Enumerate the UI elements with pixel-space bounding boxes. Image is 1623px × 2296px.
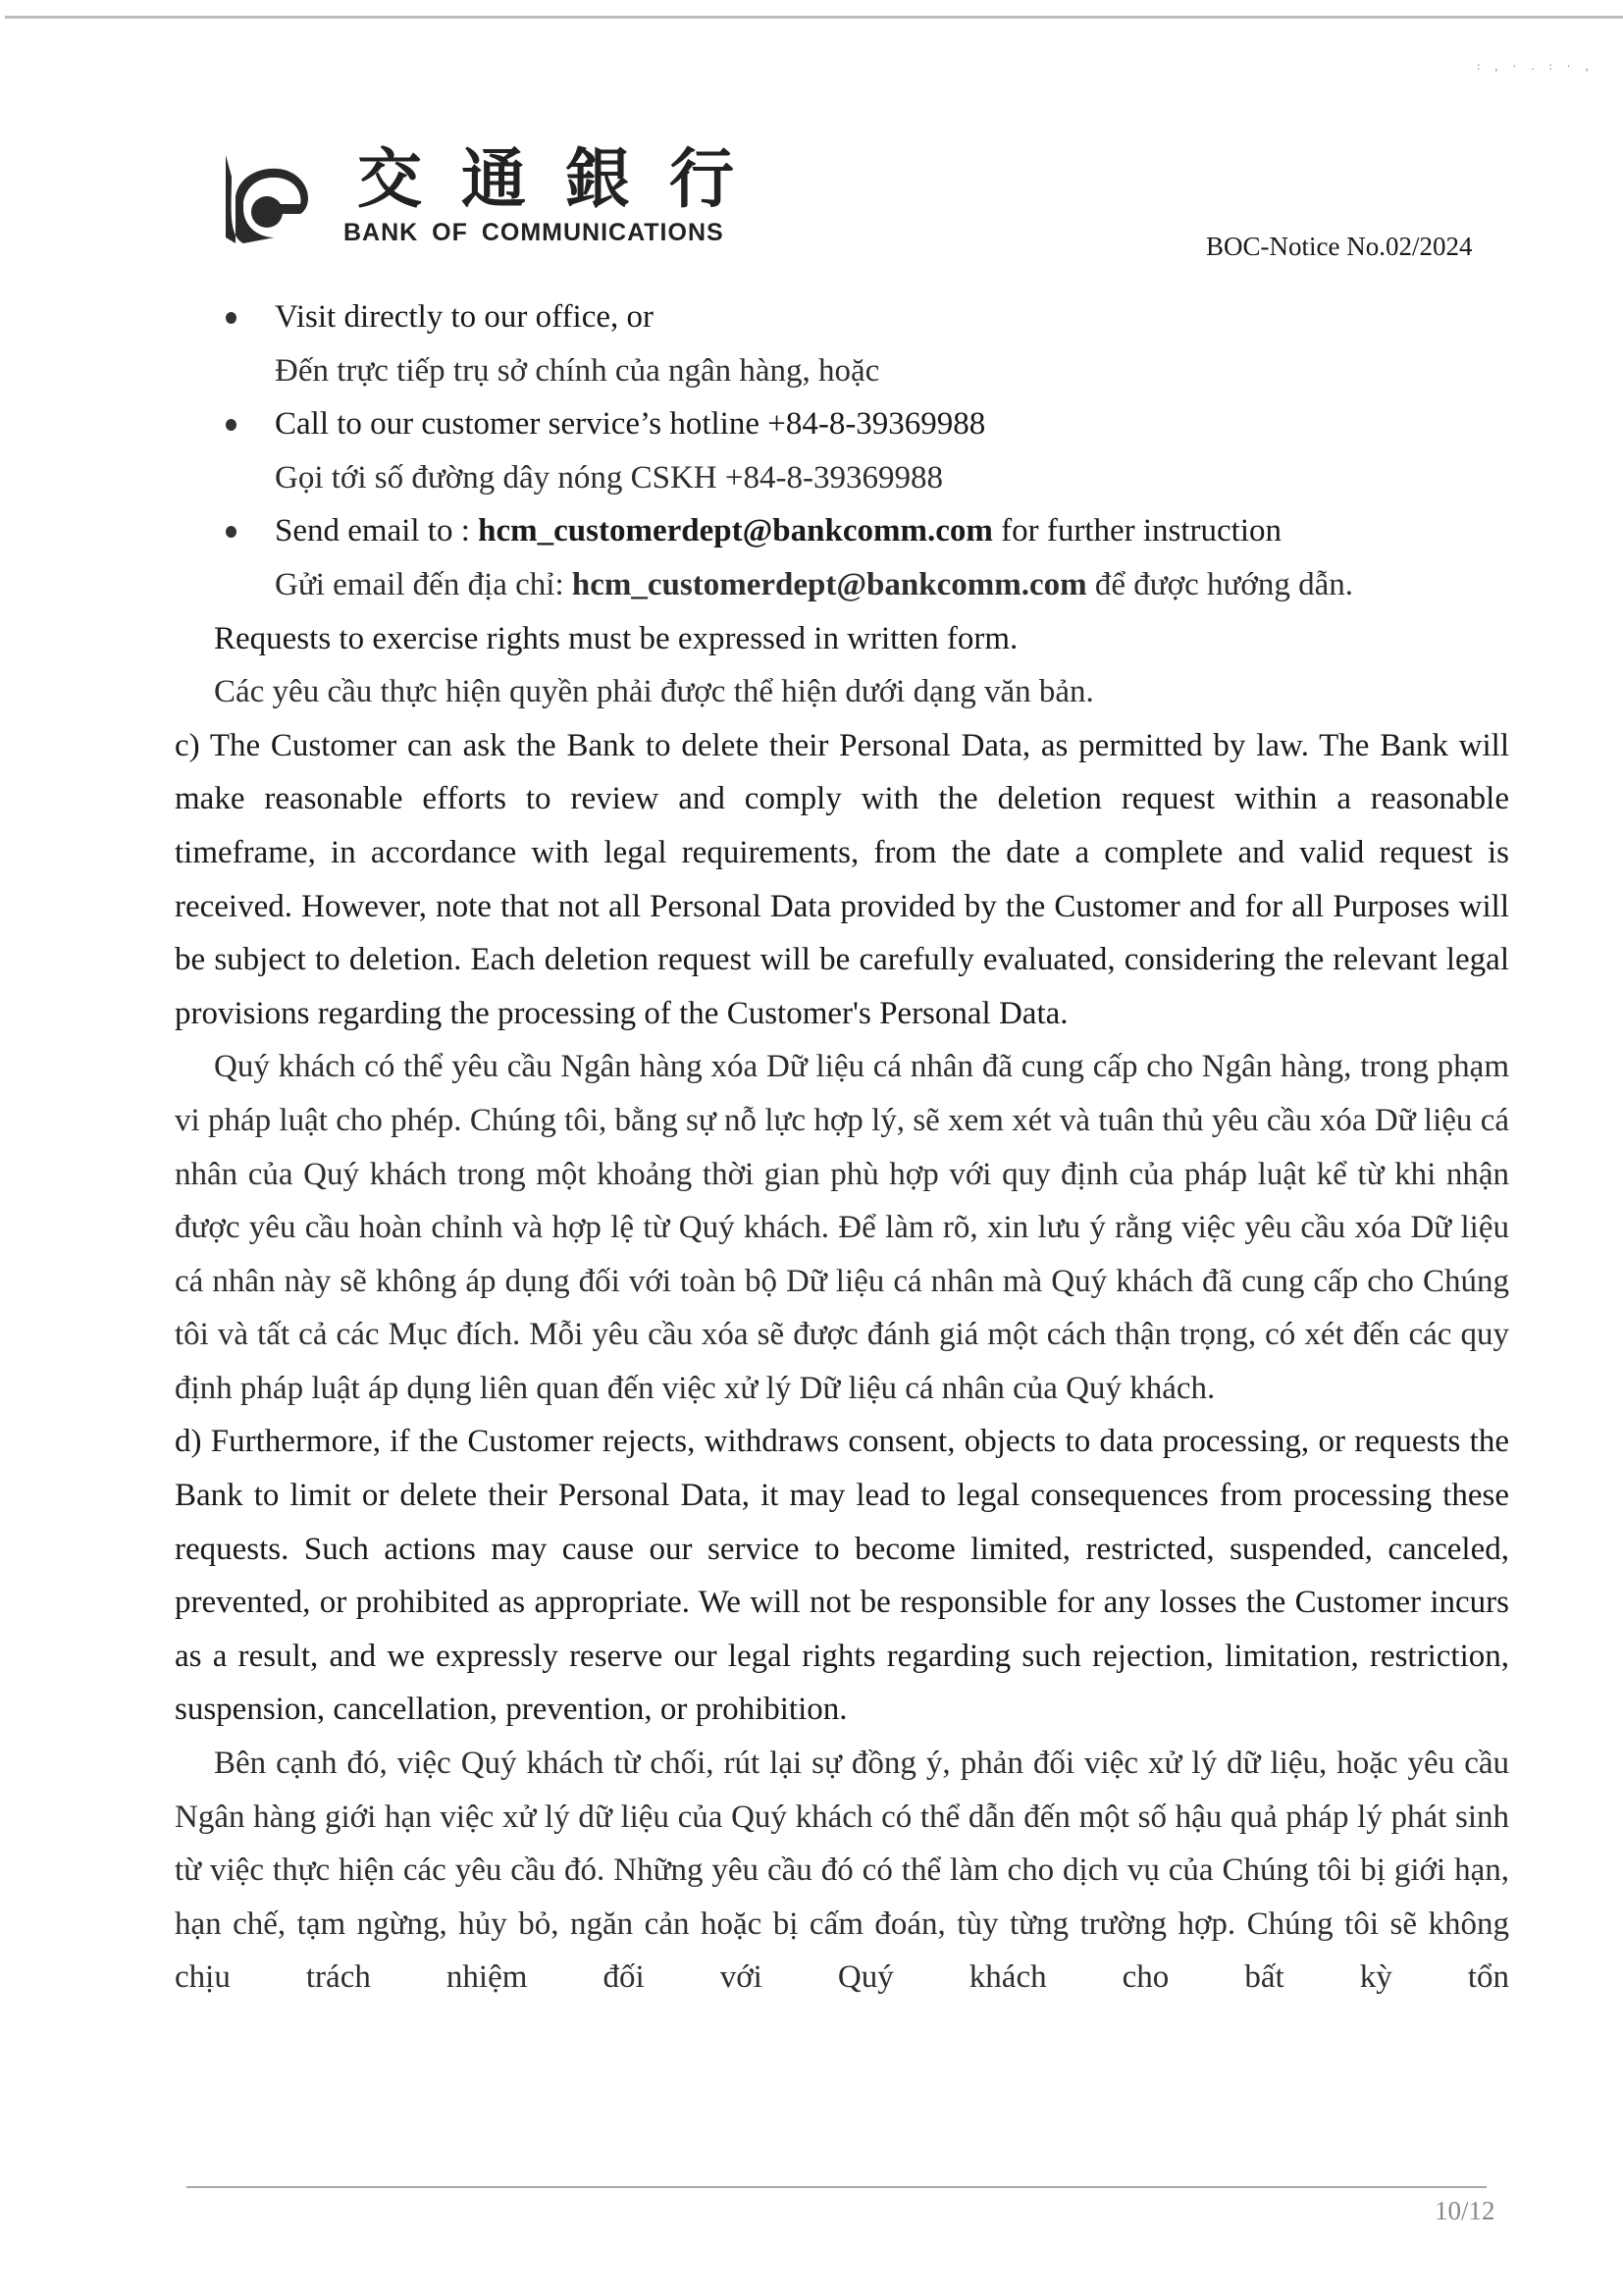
bullet-icon xyxy=(226,419,236,431)
footer-divider xyxy=(186,2186,1487,2188)
document-body xyxy=(175,290,1509,2005)
logo-chinese-name: 交通銀行 xyxy=(357,140,773,217)
email-prefix-vi: Gửi email đến địa chỉ: xyxy=(275,566,572,602)
contact-email-vi xyxy=(275,558,1509,612)
contact-visit-en: Visit directly to our office, or xyxy=(275,299,654,335)
email-link-vi[interactable]: hcm_customerdept@bankcomm.com xyxy=(571,566,1087,602)
logo-english-name: BANK OF COMMUNICATIONS xyxy=(343,219,724,246)
section-d-vi: Bên cạnh đó, việc Quý khách từ chối, rút lại sự đồng ý, phản đối việc xử lý dữ liệu, hoặc yêu cầu Ngân hàng giới hạn việc xử lý dữ liệu của Quý khách có thể dẫn đến một số hậu quả pháp lý phát sinh từ việc thực hiện các yêu cầu đó. Những yêu cầu đó có thể làm cho dịch vụ của Chúng tôi bị giới hạn, hạn chế, tạm ngừng, hủy bỏ, ngăn cản hoặc bị cấm đoán, tùy từng trường hợp. Chúng tôi sẽ không chịu trách nhiệm đối với Quý khách cho bất kỳ tổn xyxy=(175,1746,1509,1996)
email-prefix-en: Send email to : xyxy=(275,513,479,549)
contact-method-visit xyxy=(175,290,1509,397)
section-d-en: d) Furthermore, if the Customer rejects, withdraws consent, objects to data processing, or requests the Bank to limit or delete their Personal Data, it may lead to legal consequences from processing these requests. Such actions may cause our service to become limited, restricted, suspended, canceled, prevented, or prohibited as appropriate. We will not be responsible for any losses the Customer incurs as a result, and we expressly reserve our legal rights regarding such rejection, limitation, restriction, suspension, cancellation, prevention, or prohibition. xyxy=(175,1424,1509,1728)
contact-method-email xyxy=(175,504,1509,611)
bank-logo xyxy=(218,137,856,255)
scan-specks: : , · . : · , xyxy=(1477,59,1595,73)
contact-email-en xyxy=(275,504,1509,558)
bank-of-communications-logo-icon xyxy=(218,147,316,245)
contact-visit-vi: Đến trực tiếp trụ sở chính của ngân hàng, hoặc xyxy=(275,352,880,389)
notice-number: BOC-Notice No.02/2024 xyxy=(1206,232,1473,261)
written-form-en: Requests to exercise rights must be expressed in written form. xyxy=(214,620,1019,656)
email-suffix-en: for further instruction xyxy=(992,513,1283,549)
written-form-vi: Các yêu cầu thực hiện quyền phải được thể hiện dưới dạng văn bản. xyxy=(214,674,1094,710)
section-c-en: c) The Customer can ask the Bank to delete their Personal Data, as permitted by law. The Bank will make reasonable efforts to review and comply with the deletion request within a reasonable timeframe, in accordance with legal requirements, from the date a complete and valid request is received. However, note that not all Personal Data provided by the Customer and for all Purposes will be subject to deletion. Each deletion request will be carefully evaluated, considering the relevant legal provisions regarding the processing of the Customer's Personal Data. xyxy=(175,727,1509,1031)
bullet-icon xyxy=(226,312,236,324)
bullet-icon xyxy=(226,526,236,538)
contact-method-hotline xyxy=(175,397,1509,504)
page-number: 10/12 xyxy=(1435,2196,1495,2225)
scan-edge-line xyxy=(5,16,1623,19)
contact-hotline-en: Call to our customer service’s hotline +84-8-39369988 xyxy=(275,406,986,443)
contact-hotline-vi: Gọi tới số đường dây nóng CSKH +84-8-39369988 xyxy=(275,459,943,496)
email-link-en[interactable]: hcm_customerdept@bankcomm.com xyxy=(478,513,993,549)
section-c-vi: Quý khách có thể yêu cầu Ngân hàng xóa Dữ liệu cá nhân đã cung cấp cho Ngân hàng, trong phạm vi pháp luật cho phép. Chúng tôi, bằng sự nỗ lực hợp lý, sẽ xem xét và tuân thủ yêu cầu xóa Dữ liệu cá nhân của Quý khách trong một khoảng thời gian phù hợp với quy định của pháp luật kể từ khi nhận được yêu cầu hoàn chỉnh và hợp lệ từ Quý khách. Để làm rõ, xin lưu ý rằng việc yêu cầu xóa Dữ liệu cá nhân này sẽ không áp dụng đối với toàn bộ Dữ liệu cá nhân mà Quý khách đã cung cấp cho Chúng tôi và tất cả các Mục đích. Mỗi yêu cầu xóa sẽ được đánh giá một cách thận trọng, có xét đến các quy định pháp luật áp dụng liên quan đến việc xử lý Dữ liệu cá nhân của Quý khách. xyxy=(175,1049,1509,1406)
email-suffix-vi: để được hướng dẫn. xyxy=(1086,566,1353,602)
